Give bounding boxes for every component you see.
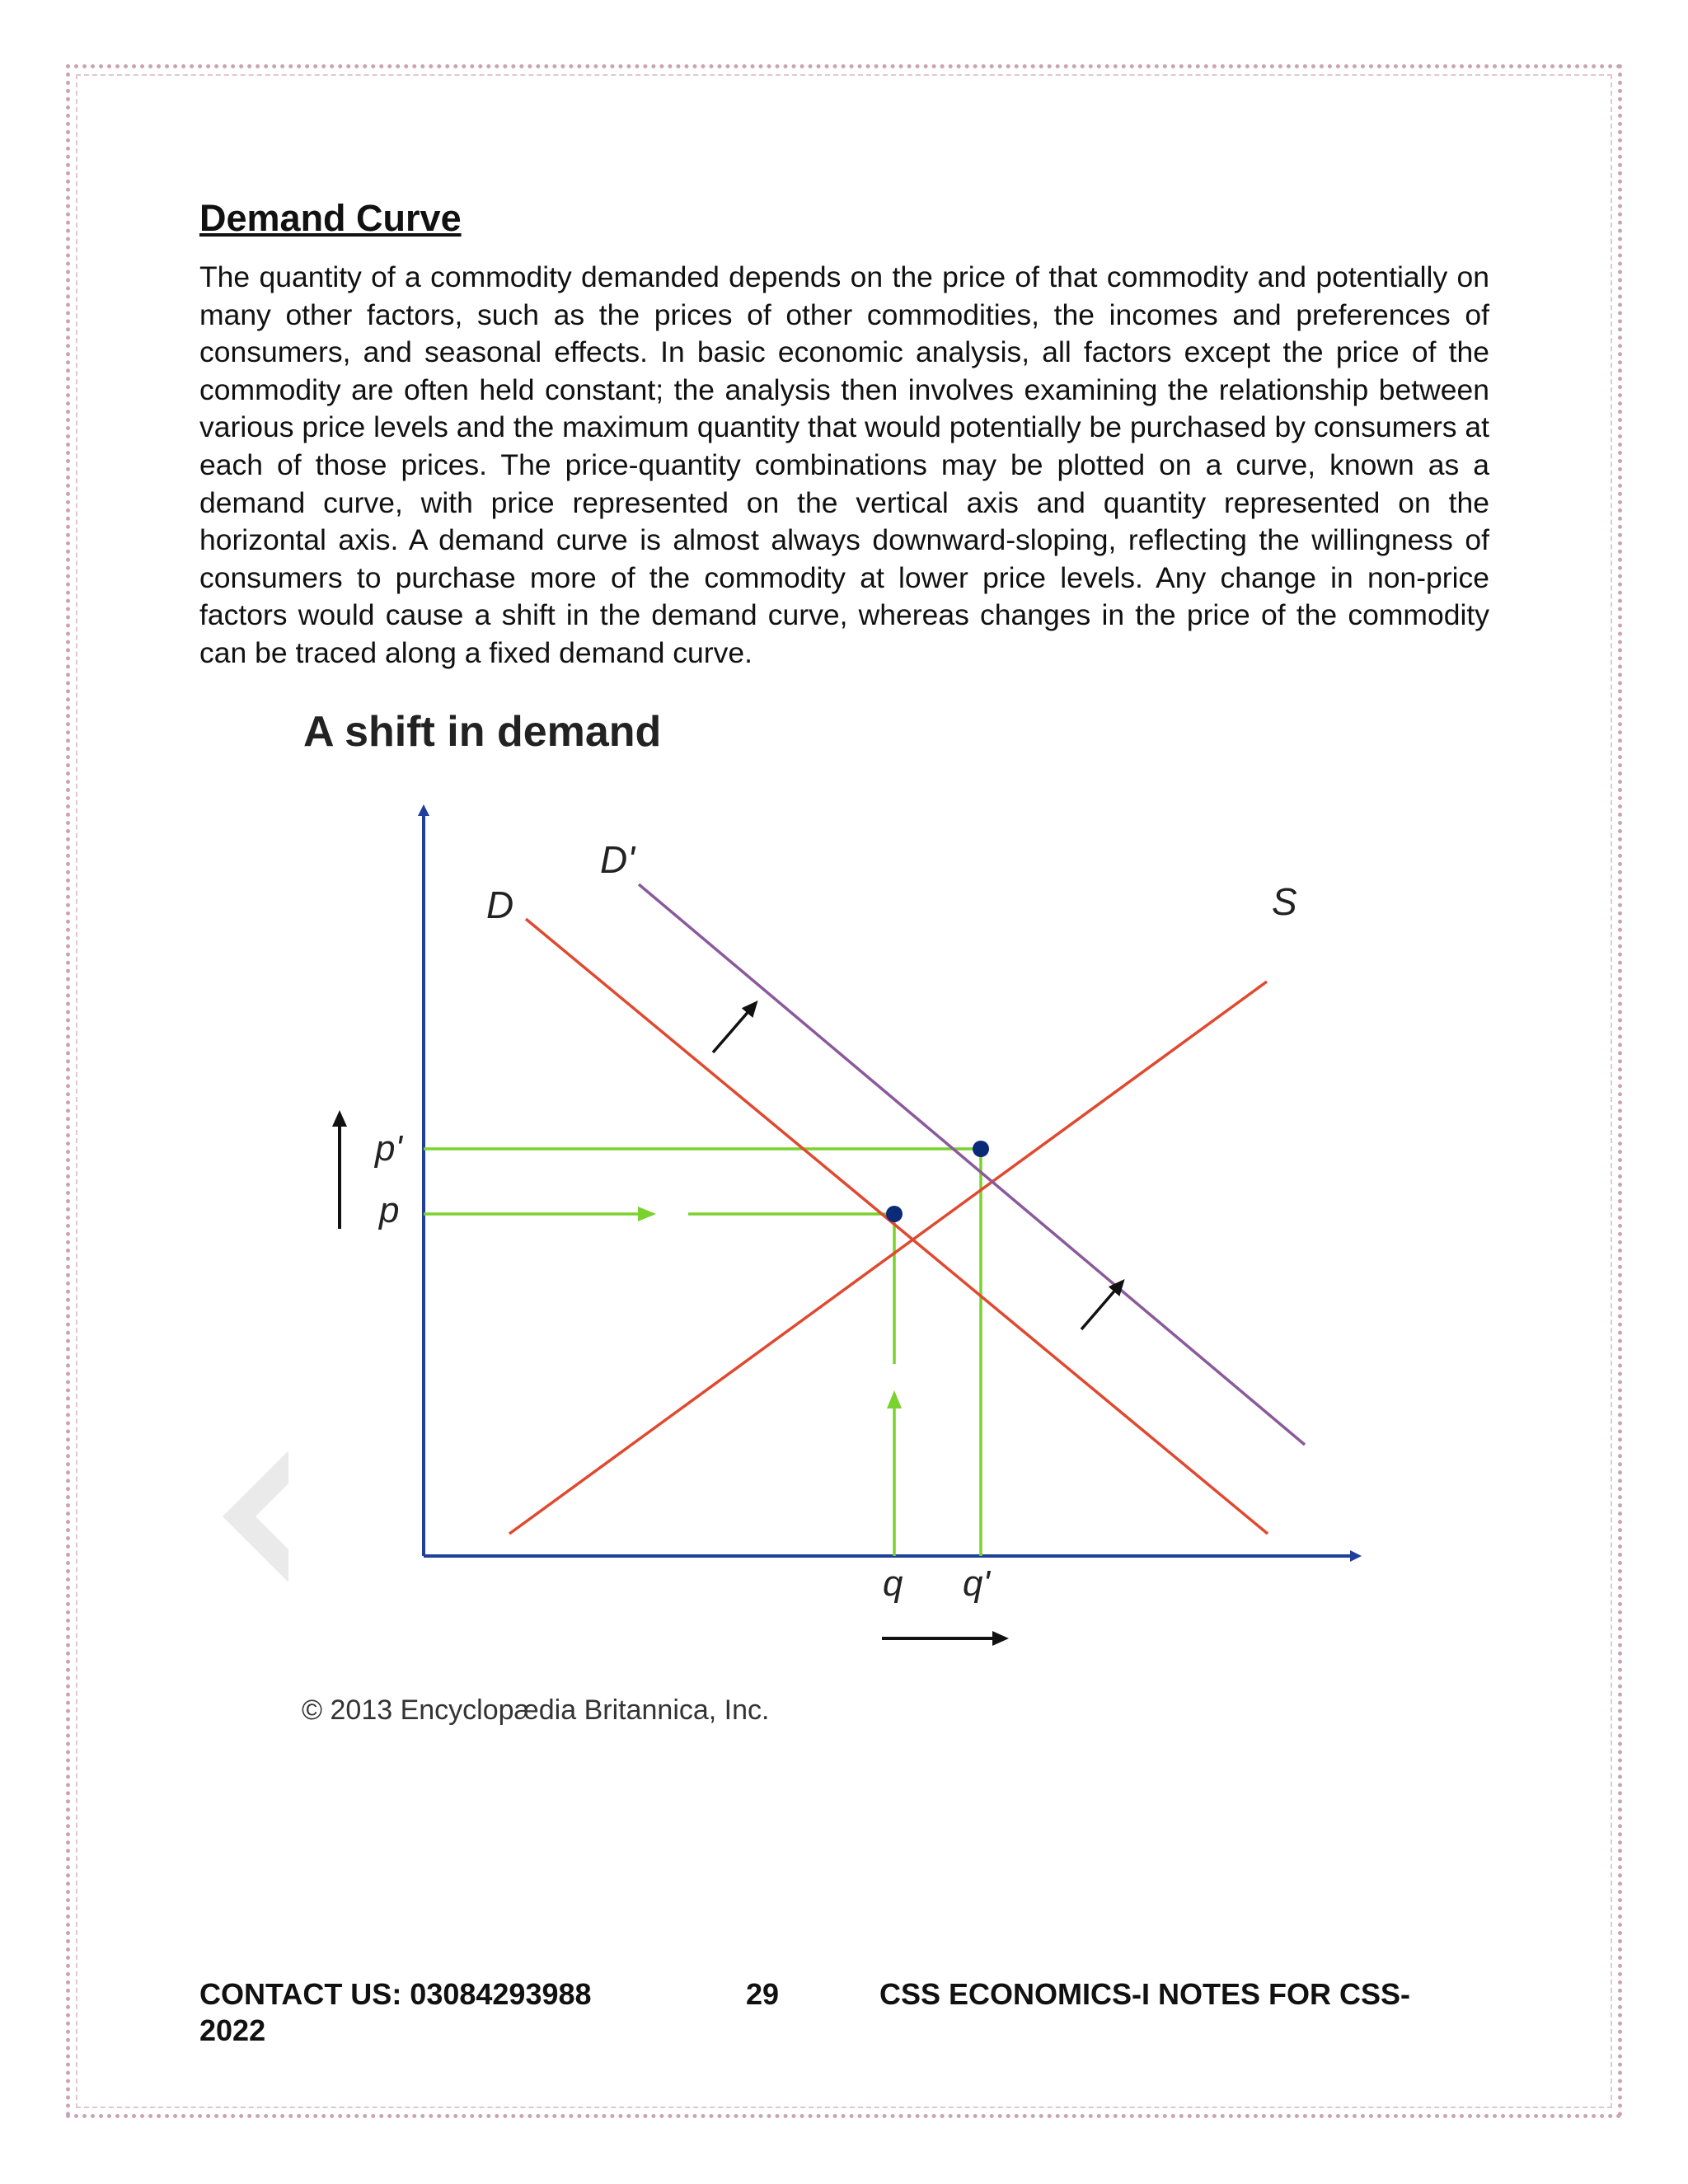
section-title: Demand Curve bbox=[199, 197, 462, 239]
section-paragraph: The quantity of a commodity demanded depends on the price of that commodity and potentially on many other factors, such as the prices of other commodities, the incomes and preferences of consumers, and seasonal effects. In basic economic analysis, all factors except the price of the commodity are often held constant; the analysis then involves examining the relationship between various price levels and the maximum quantity that would potentially be purchased by consumers at each of those prices. The price-quantity combinations may be plotted on a curve, known as a demand curve, with price represented on the vertical axis and quantity represented on the horizontal axis. A demand curve is almost always downward-sloping, reflecting the willingness of consumers to purchase more of the commodity at lower price levels. Any change in non-price factors would cause a shift in the demand curve, whereas changes in the price of the commodity can be traced along a fixed demand curve. bbox=[199, 260, 1489, 669]
label-price: p bbox=[379, 1190, 400, 1230]
footer-notes-title: CSS ECONOMICS-I NOTES FOR CSS- bbox=[879, 1977, 1411, 2011]
watermark-icon bbox=[223, 1451, 297, 1582]
supply-curve bbox=[509, 982, 1267, 1534]
footer-page-number: 29 bbox=[746, 1977, 780, 2011]
equilibrium-point-shifted bbox=[973, 1141, 989, 1157]
main-content bbox=[199, 196, 1489, 673]
shift-arrow-upper bbox=[713, 1003, 756, 1052]
figure-credit: © 2013 Encyclopædia Britannica, Inc. bbox=[302, 1694, 770, 1726]
label-price-shifted: p' bbox=[375, 1128, 402, 1169]
demand-shift-diagram bbox=[297, 707, 1385, 1680]
figure-title: A shift in demand bbox=[303, 708, 662, 756]
label-demand-shifted: D' bbox=[600, 838, 635, 881]
shift-arrow-lower bbox=[1081, 1282, 1123, 1329]
demand-shifted-curve bbox=[639, 884, 1305, 1445]
footer-year: 2022 bbox=[199, 2013, 266, 2047]
footer-contact: CONTACT US: 03084293988 bbox=[199, 1977, 592, 2011]
label-demand: D bbox=[486, 883, 514, 926]
demand-shift-figure bbox=[297, 707, 1385, 1737]
label-quantity-shifted: q' bbox=[963, 1563, 990, 1604]
label-quantity: q bbox=[883, 1563, 903, 1604]
equilibrium-point-original bbox=[886, 1206, 903, 1222]
label-supply: S bbox=[1272, 880, 1297, 923]
